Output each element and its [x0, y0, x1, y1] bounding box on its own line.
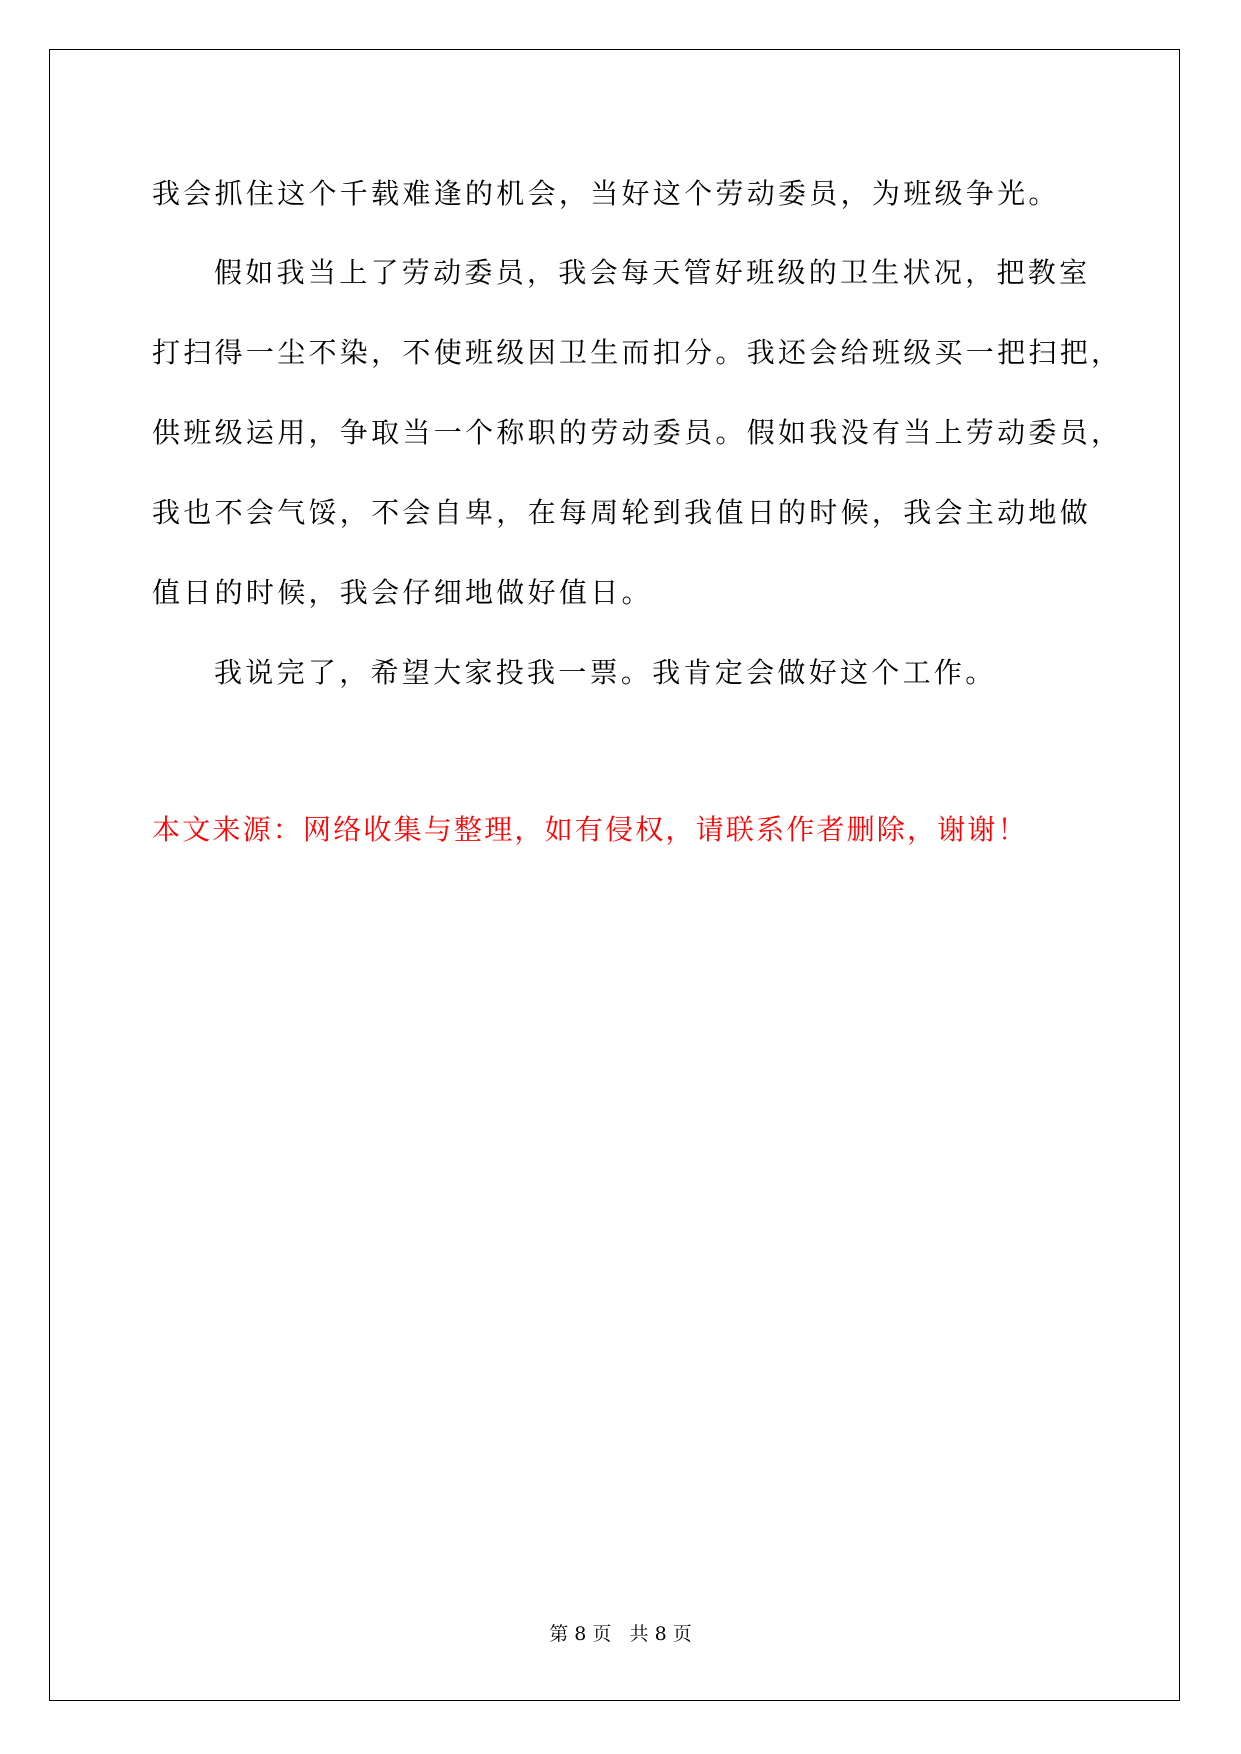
body-line-2: 假如我当上了劳动委员，我会每天管好班级的卫生状况，把教室 — [214, 256, 1091, 289]
body-line-5: 我也不会气馁，不会自卑，在每周轮到我值日的时候，我会主动地做 — [152, 496, 1092, 529]
body-line-7: 我说完了，希望大家投我一票。我肯定会做好这个工作。 — [214, 656, 997, 689]
body-line-4: 供班级运用，争取当一个称职的劳动委员。假如我没有当上劳动委员， — [152, 416, 1123, 449]
body-line-3: 打扫得一尘不染，不使班级因卫生而扣分。我还会给班级买一把扫把， — [152, 336, 1123, 369]
page-border — [49, 49, 1180, 1701]
body-line-6: 值日的时候，我会仔细地做好值日。 — [152, 576, 653, 609]
body-line-1: 我会抓住这个千载难逢的机会，当好这个劳动委员，为班级争光。 — [152, 177, 1060, 210]
page-number-footer: 第 8 页 共 8 页 — [549, 1623, 692, 1645]
source-note: 本文来源：网络收集与整理，如有侵权，请联系作者删除，谢谢！ — [152, 813, 1028, 846]
